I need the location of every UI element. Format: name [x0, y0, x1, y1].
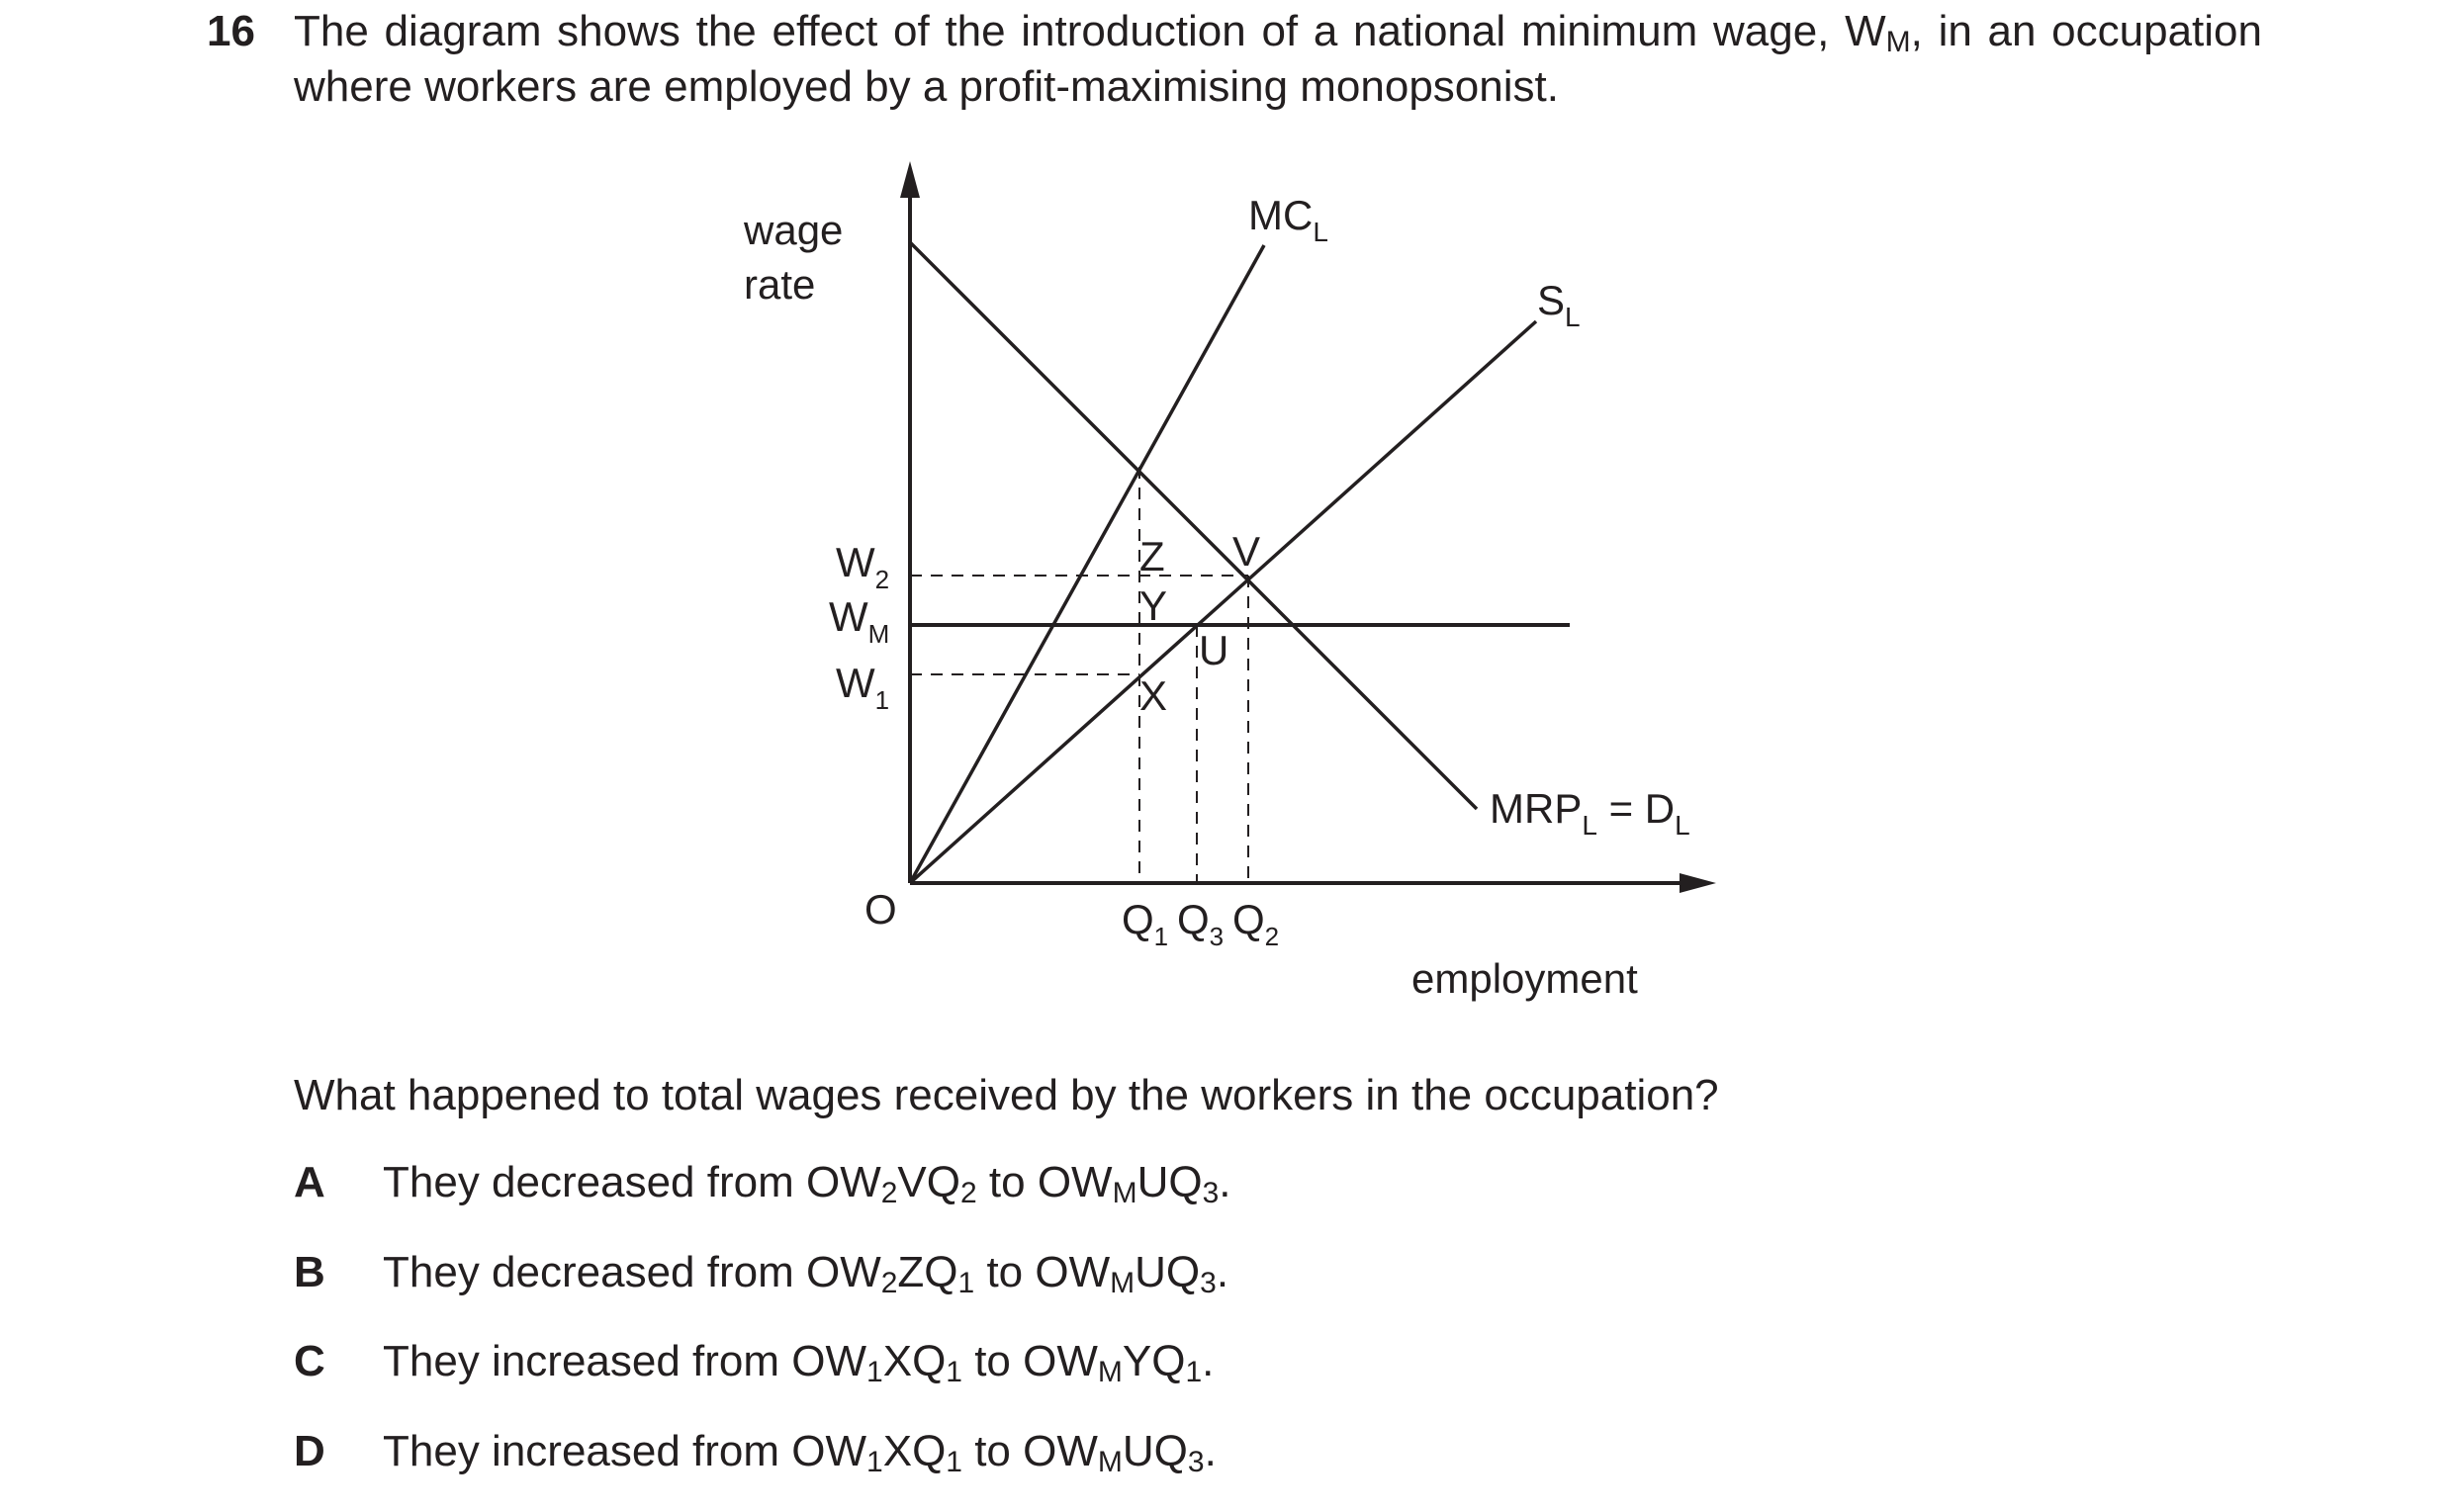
option-b-sub: 3 — [1200, 1267, 1217, 1299]
option-a-letter: A — [294, 1158, 325, 1206]
q3-label — [1177, 896, 1224, 951]
stem-text-2: , in an occupation where workers are employed by a profit-maximising monopsonist. — [294, 7, 2262, 111]
option-d-part: They increased from OW — [383, 1427, 867, 1475]
mcl-label — [1248, 192, 1328, 247]
q1-label-main: Q — [1122, 896, 1154, 942]
point-u-label: U — [1199, 627, 1229, 673]
option-d-text — [383, 1424, 1217, 1479]
point-y-label: Y — [1139, 582, 1168, 629]
option-a-sub: M — [1112, 1177, 1137, 1209]
point-x-label: X — [1139, 672, 1168, 719]
option-c-part: . — [1202, 1337, 1215, 1385]
option-d-part: XQ — [882, 1427, 947, 1475]
q1-label-sub: 1 — [1153, 922, 1169, 951]
stem-subscript: M — [1885, 26, 1911, 58]
option-b-letter: B — [294, 1248, 325, 1296]
option-c-part: YQ — [1122, 1337, 1186, 1385]
option-d-letter: D — [294, 1427, 325, 1475]
w1-label-main: W — [836, 660, 875, 706]
q1-label — [1122, 896, 1168, 951]
mrp-label-sub: L — [1582, 810, 1597, 841]
option-b-sub: M — [1110, 1267, 1136, 1299]
option-a-sub: 2 — [960, 1177, 977, 1209]
y-axis-arrow — [900, 161, 920, 198]
option-c-text — [383, 1334, 1214, 1389]
option-a-part: They decreased from OW — [383, 1158, 881, 1206]
option-c-letter: C — [294, 1337, 325, 1385]
wm-label — [829, 593, 889, 649]
mrp-demand-curve — [910, 242, 1477, 809]
y-axis-label-line-2: rate — [744, 261, 816, 308]
sl-label — [1537, 277, 1581, 332]
w2-label-sub: 2 — [874, 565, 890, 594]
mrp-label-main: MRP — [1490, 785, 1583, 832]
option-a-text — [383, 1155, 1231, 1210]
mrp-label-mid: = D — [1596, 785, 1676, 832]
y-axis-label-line-1: wage — [744, 207, 844, 253]
option-a-sub: 2 — [880, 1177, 898, 1209]
option-b-sub: 1 — [957, 1267, 975, 1299]
mcl-label-main: MC — [1248, 192, 1314, 238]
option-b-part: to OW — [974, 1248, 1111, 1296]
option-c-part: to OW — [961, 1337, 1098, 1385]
mrp-label-sub2: L — [1675, 810, 1690, 841]
option-b-part: They decreased from OW — [383, 1248, 881, 1296]
w2-label — [836, 539, 889, 594]
option-c-sub: M — [1097, 1356, 1123, 1388]
q2-label-main: Q — [1232, 896, 1265, 942]
wm-label-sub: M — [867, 619, 890, 649]
option-d-part: UQ — [1122, 1427, 1188, 1475]
option-b-text — [383, 1245, 1228, 1300]
option-c-part: They increased from OW — [383, 1337, 867, 1385]
w1-label-sub: 1 — [874, 685, 890, 715]
wm-label-main: W — [829, 593, 868, 640]
point-v-label: V — [1232, 528, 1261, 575]
option-a-part: . — [1219, 1158, 1231, 1206]
x-axis-label: employment — [1411, 955, 1638, 1002]
x-axis-arrow — [1680, 873, 1716, 893]
mrp-label — [1490, 785, 1690, 841]
sl-curve — [910, 321, 1536, 883]
option-c-part: XQ — [882, 1337, 947, 1385]
question-prompt: What happened to total wages received by the workers in the occupation? — [294, 1071, 1719, 1119]
option-d-sub: 3 — [1187, 1446, 1205, 1478]
w1-label — [836, 660, 889, 715]
point-z-label: Z — [1139, 533, 1165, 579]
option-a-sub: 3 — [1202, 1177, 1220, 1209]
option-d-part: to OW — [961, 1427, 1098, 1475]
option-c-sub: 1 — [1185, 1356, 1203, 1388]
sl-label-main: S — [1537, 277, 1566, 323]
option-d-sub: 1 — [866, 1446, 883, 1478]
option-c-sub: 1 — [866, 1356, 883, 1388]
option-b-part: ZQ — [897, 1248, 958, 1296]
stem-text-1: The diagram shows the effect of the introduction of a national minimum wage, W — [294, 7, 1886, 55]
w2-label-main: W — [836, 539, 875, 585]
origin-label: O — [864, 886, 897, 933]
q3-label-sub: 3 — [1209, 922, 1225, 951]
option-b-part: UQ — [1135, 1248, 1201, 1296]
option-a-part: VQ — [897, 1158, 960, 1206]
mcl-curve — [910, 245, 1264, 883]
option-d-sub: 1 — [946, 1446, 962, 1478]
question-number: 16 — [207, 7, 255, 55]
mcl-label-sub: L — [1313, 217, 1328, 247]
q3-label-main: Q — [1177, 896, 1210, 942]
q2-label — [1232, 896, 1279, 951]
option-d-sub: M — [1097, 1446, 1123, 1478]
option-a-part: to OW — [976, 1158, 1113, 1206]
option-b-sub: 2 — [880, 1267, 898, 1299]
option-d-part: . — [1204, 1427, 1217, 1475]
option-c-sub: 1 — [946, 1356, 962, 1388]
sl-label-sub: L — [1565, 302, 1581, 332]
option-a-part: UQ — [1136, 1158, 1203, 1206]
q2-label-sub: 2 — [1264, 922, 1280, 951]
option-b-part: . — [1216, 1248, 1229, 1296]
